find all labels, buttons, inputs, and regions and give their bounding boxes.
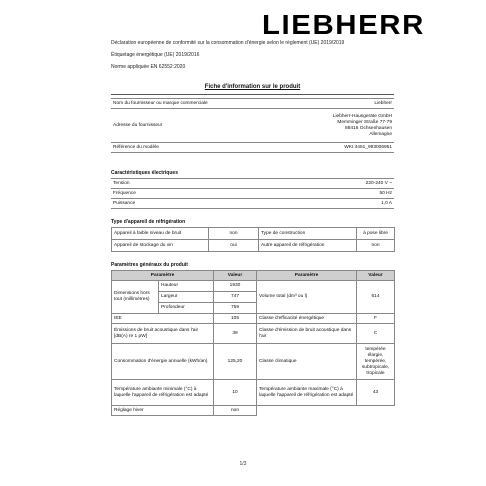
iee-value: 105 (214, 314, 257, 324)
intro-line: Étiquetage énergétique (UE) 2019/2016 (111, 52, 200, 58)
consumption-label: Consommation d'énergie annuelle (kWh/an) (112, 344, 214, 380)
climate-class-label: Classe climatique (257, 344, 357, 380)
supplier-name-label: Nom du fournisseur ou marque commerciale (111, 99, 301, 109)
noise-class-value: C (357, 324, 395, 344)
construction-type-value: à pose libre (357, 228, 395, 240)
low-noise-value: non (209, 228, 259, 240)
model-label: Référence du modèle (111, 143, 301, 153)
efficiency-class-value: F (357, 314, 395, 324)
max-temp-value: 43 (357, 380, 395, 406)
col-header-param: Paramètre (112, 271, 214, 281)
empty-cell (257, 406, 357, 416)
section-heading-params: Paramètres généraux du produit (111, 262, 188, 268)
climate-line: tempérée (365, 346, 386, 352)
volume-value: 614 (357, 281, 395, 314)
depth-label: Profondeur (159, 303, 214, 314)
dimensions-label: Dimensions hors tout (millimètres) (112, 281, 159, 314)
depth-value: 759 (214, 303, 257, 314)
section-heading-electrical: Caractéristiques électriques (111, 170, 178, 176)
frequency-value: 50 Hz (301, 189, 394, 199)
model-value: WKt 4451_993006951 (301, 143, 394, 153)
page-title: Fiche d'information sur le produit (204, 84, 301, 90)
min-temp-value: 10 (214, 380, 257, 406)
noise-class-label: Classe d'émission de bruit acoustique dans l'air (257, 324, 357, 344)
volume-label: Volume total (dm³ ou l) (257, 281, 357, 314)
winter-setting-label: Réglage hiver (112, 406, 214, 416)
intro-line: Norme appliquée EN 62552:2020 (111, 64, 186, 70)
consumption-value: 125,20 (214, 344, 257, 380)
voltage-label: Tension (111, 179, 301, 189)
max-temp-label: Température ambiante maximale (°C) à laquelle l'appareil de réfrigération est adapté (257, 380, 357, 406)
appliance-type-table (111, 227, 395, 252)
supplier-name-value: Liebherr (301, 99, 394, 109)
width-value: 747 (214, 292, 257, 303)
frequency-label: Fréquence (111, 189, 301, 199)
params-table (111, 270, 395, 416)
low-noise-label: Appareil à faible niveau de bruit (112, 228, 209, 240)
electrical-table (111, 178, 394, 209)
col-header-value: Valeur (214, 271, 257, 281)
page-number: 1/3 (239, 461, 247, 467)
divider (111, 94, 394, 95)
climate-class-value (357, 344, 395, 380)
climate-line: subtropicale, (361, 364, 390, 370)
noise-value: 39 (214, 324, 257, 344)
address-line: Liebherr-Hausgeräte GmbH (332, 113, 392, 119)
brand-logo: LIEBHERR (262, 9, 425, 40)
supplier-address-value (301, 109, 394, 143)
climate-line: tropicale (366, 370, 385, 376)
height-value: 1930 (214, 281, 257, 292)
col-header-param: Paramètre (257, 271, 357, 281)
height-label: Hauteur (159, 281, 214, 292)
climate-line: élargie, (367, 352, 384, 358)
voltage-value: 220-240 V ~ (301, 179, 394, 189)
supplier-address-label: Adresse du fournisseur (111, 109, 301, 143)
other-appliance-value: non (357, 240, 395, 252)
address-line: Allemagne (369, 131, 392, 137)
width-label: Largeur (159, 292, 214, 303)
power-label: Puissance (111, 199, 301, 209)
min-temp-label: Température ambiante minimale (°C) à laquelle l'appareil de réfrigération est adapté (112, 380, 214, 406)
address-line: Memminger Straße 77-79 (337, 119, 392, 125)
section-heading-appliance-type: Type d'appareil de réfrigération (111, 219, 186, 225)
power-value: 1,0 A (301, 199, 394, 209)
intro-line: Déclaration européenne de conformité sur la consommation d'énergie selon le règlement (UE) 2019/2019 (111, 40, 345, 46)
construction-type-label: Type de construction (259, 228, 357, 240)
supplier-table (111, 98, 394, 153)
iee-label: IEE (112, 314, 214, 324)
wine-storage-value: oui (209, 240, 259, 252)
climate-line: tempérée, (364, 358, 387, 364)
efficiency-class-label: Classe d'efficacité énergétique (257, 314, 357, 324)
other-appliance-label: Autre appareil de réfrigération (259, 240, 357, 252)
empty-cell (357, 406, 395, 416)
wine-storage-label: Appareil de stockage du vin (112, 240, 209, 252)
winter-setting-value: non (214, 406, 257, 416)
address-line: 88416 Ochsenhausen (345, 125, 392, 131)
col-header-value: Valeur (357, 271, 395, 281)
noise-label: Émissions de bruit acoustique dans l'air [dB(A) re 1 pW] (112, 324, 214, 344)
